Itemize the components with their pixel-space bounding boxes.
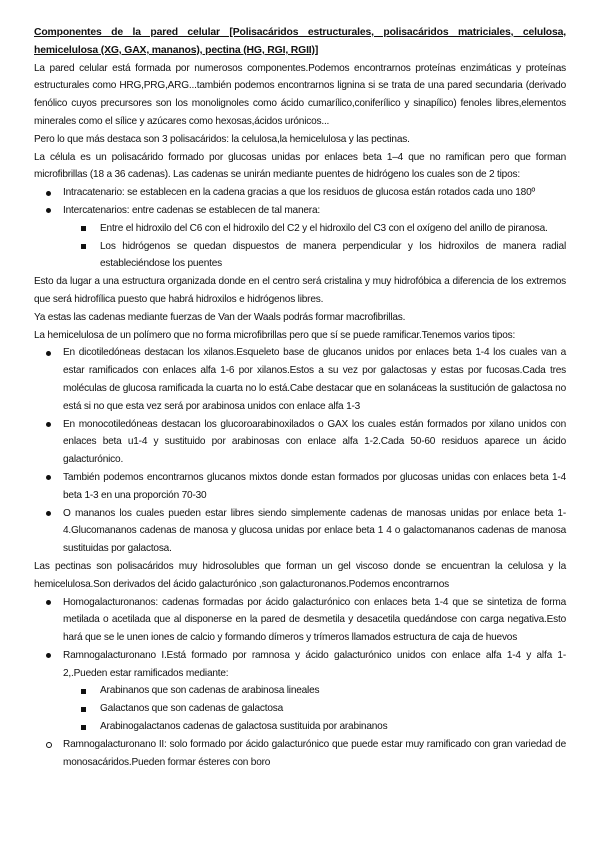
document-page — [34, 24, 566, 771]
paragraph-cellulose: La célula es un polisacárido formado por glucosas unidas por enlaces beta 1–4 que no ramifican pero que forman microfibrillas (18 a 36 cadenas). Las cadenas se unirán mediante puentes de hidrógeno los cuales son de 2 tipos: — [34, 151, 566, 181]
list-item: También podemos encontrarnos glucanos mixtos donde estan formados por glucosas unidas con enlaces beta 1-4 beta 1-3 en una proporción 70-30 — [34, 469, 566, 505]
bullet-icon — [46, 351, 51, 356]
bullet-icon — [46, 600, 51, 605]
bullet-icon — [46, 191, 51, 196]
intercatenary-sublist — [63, 220, 566, 273]
list-item: Los hidrógenos se quedan dispuestos de manera perpendicular y los hidroxilos de manera radial estableciéndose los puentes — [63, 238, 566, 274]
list-item: Arabinogalactanos cadenas de galactosa sustituida por arabinanos — [63, 718, 566, 736]
square-bullet-icon — [81, 689, 86, 694]
list-item: Entre el hidroxilo del C6 con el hidroxilo del C2 y el hidroxilo del C3 con el oxígeno del anillo de piranosa. — [63, 220, 566, 238]
square-bullet-icon — [81, 725, 86, 730]
list-item: Homogalacturonanos: cadenas formadas por ácido galacturónico con enlaces beta 1-4 que se sintetiza de forma metilada o acetilada que al disponerse en la pared de desmetila y desacetila quedándose con carga negativa.Esto hará que se le unen iones de calcio y formando dímeros y trímeros llamados estructura de caja de huevos — [34, 594, 566, 647]
paragraph-pectins: Las pectinas son polisacáridos muy hidrosolubles que forman un gel viscoso donde se encuentran la celulosa y la hemicelulosa.Son derivados del ácido galacturónico ,son galacturonanos.Podemos encontrarnos — [34, 560, 566, 590]
list-item: O mananos los cuales pueden estar libres siendo simplemente cadenas de manosas unidas por enlace beta 1-4.Glucomananos cadenas de manosa y glucosa unidas por enlace beta 1 4 o galactomananos cadenas de manosa sustituidas por galactosa. — [34, 505, 566, 558]
paragraph-macrofibrils: Ya estas las cadenas mediante fuerzas de Van der Waals podrás formar macrofibrillas. — [34, 311, 406, 323]
bullet-icon — [46, 511, 51, 516]
pectin-list-continued — [34, 736, 566, 772]
list-item: Ramnogalacturonano II: solo formado por ácido galacturónico que puede estar muy ramificado con gran variedad de monosacáridos.Pueden formar ésteres con boro — [34, 736, 566, 772]
paragraph-intro: La pared celular está formada por numerosos componentes.Podemos encontrarnos proteínas enzimáticas y proteínas estructurales como HRG,PRG,ARG...también podemos encontrarnos lignina si se trata de una pared secundaria (derivado fenólico cuyos precursores son los monolignoles como ácido cumarílico,coniferílico y sinapílico) fenoles libres,elementos minerales como el sílice y azúcares como hexosas,ácidos urónicos... — [34, 62, 566, 127]
paragraph-polysaccharides: Pero lo que más destaca son 3 polisacáridos: la celulosa,la hemicelulosa y las pectinas. — [34, 133, 410, 145]
bullet-icon — [46, 475, 51, 480]
bullet-icon — [46, 422, 51, 427]
pectin-list — [34, 594, 566, 683]
hydrogen-bond-list — [34, 184, 566, 220]
list-item: Intracatenario: se establecen en la cadena gracias a que los residuos de glucosa están rotados cada uno 180º — [34, 184, 566, 202]
paragraph-structure: Esto da lugar a una estructura organizada donde en el centro será cristalina y muy hidrofóbica a diferencia de los extremos que será hidrofílica puesto que habrá hidroxilos e hidrógenos libres. — [34, 276, 566, 305]
document-title: Componentes de la pared celular [Polisacáridos estructurales, polisacáridos matriciales, celulosa, hemicelulosa (XG, GAX, mananos), pectina (HG, RGI, RGII)] — [34, 27, 566, 56]
bullet-icon — [46, 208, 51, 213]
list-item: Arabinanos que son cadenas de arabinosa lineales — [63, 682, 566, 700]
list-item: Ramnogalacturonano I.Está formado por ramnosa y ácido galacturónico unidos con enlace alfa 1-4 y alfa 1-2,.Pueden estar ramificados mediante: — [34, 647, 566, 683]
rhamnogalacturonan-sublist — [63, 682, 566, 735]
bullet-icon — [46, 653, 51, 658]
square-bullet-icon — [81, 707, 86, 712]
list-item: Galactanos que son cadenas de galactosa — [63, 700, 566, 718]
list-item: En dicotiledóneas destacan los xilanos.Esqueleto base de glucanos unidos por enlaces beta 1-4 los cuales van a estar ramificados con enlaces alfa 1-6 por xilanos.Estos a su vez por galactosas y estas por fucosas.Cada tres moléculas de glucosa ramificada la cuarta no lo está.Cabe destacar que en solanáceas la sustitución de galactosa no está si no que esta vez será por arabinosa unidos con enlace alfa 1-3 — [34, 344, 566, 415]
hollow-bullet-icon — [46, 742, 52, 748]
hemicellulose-list — [34, 344, 566, 558]
list-item: Intercatenarios: entre cadenas se establecen de tal manera: — [34, 202, 566, 220]
paragraph-hemicellulose: La hemicelulosa de un polímero que no forma microfibrillas pero que sí se puede ramificar.Tenemos varios tipos: — [34, 329, 516, 341]
square-bullet-icon — [81, 244, 86, 249]
list-item: En monocotiledóneas destacan los glucoroarabinoxilados o GAX los cuales están formados por xilano unidos con enlaces beta u1-4 y sustituido por arabinosas con enlace alfa 1-2.Cada 50-60 residuos aparece un ácido galacturónico. — [34, 416, 566, 469]
square-bullet-icon — [81, 226, 86, 231]
